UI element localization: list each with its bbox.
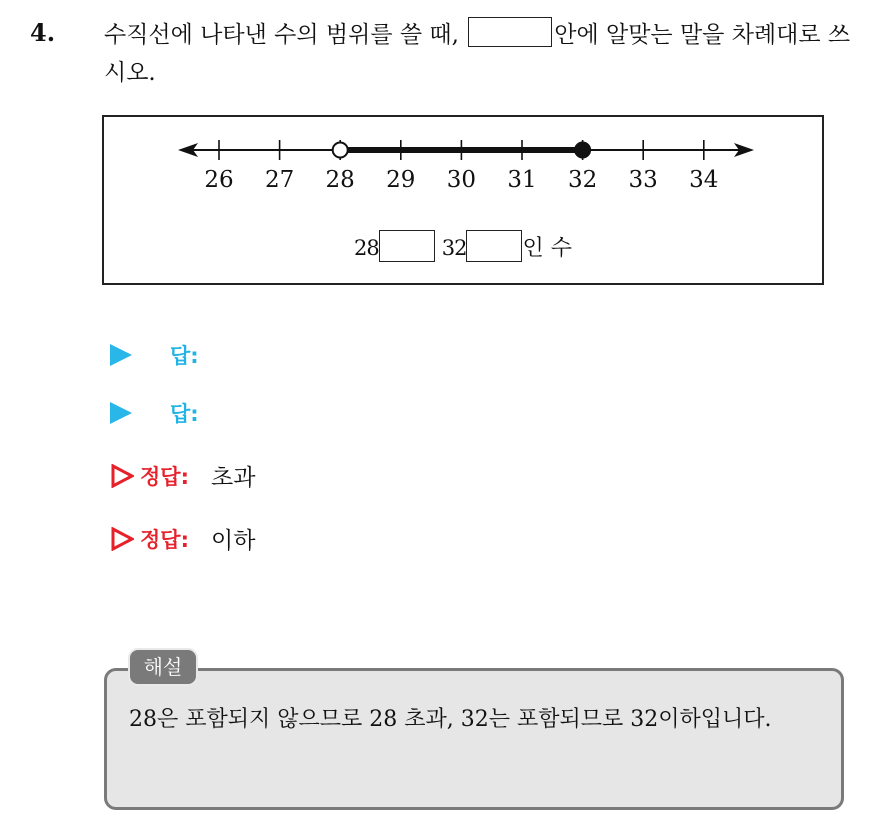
- tick-label-27: 27: [264, 167, 295, 193]
- interval-suffix: 인 수: [522, 236, 572, 261]
- tick-label-31: 31: [507, 167, 537, 193]
- start-point-open-circle: [333, 143, 348, 158]
- explanation-box: [104, 668, 844, 810]
- tick-label-34: 34: [689, 167, 719, 193]
- blank-box-inline: [468, 17, 552, 47]
- correct-answer-label-1: 정답:: [140, 464, 189, 489]
- correct-answer-line-2: [110, 522, 255, 555]
- outline-triangle-icon: [110, 464, 134, 488]
- interval-expression: [104, 230, 822, 267]
- end-point-filled-circle: [575, 143, 590, 158]
- interval-right-number: 32: [441, 236, 467, 260]
- question-text-before: 수직선에 나타낸 수의 범위를 쓸 때,: [104, 22, 459, 48]
- explanation-text: 28은 포함되지 않으므로 28 초과, 32는 포함되므로 32이하입니다.: [129, 707, 772, 732]
- tick-label-28: 28: [325, 167, 355, 193]
- interval-left-number: 28: [354, 236, 379, 260]
- tick-label-33: 33: [628, 167, 658, 193]
- play-triangle-icon: [110, 344, 132, 366]
- answer-label-2: 답:: [170, 402, 199, 426]
- tick-label-29: 29: [386, 167, 416, 193]
- explanation-tab: 해설: [128, 648, 198, 686]
- tick-label-30: 30: [446, 167, 477, 193]
- number-line-figure: [102, 115, 824, 285]
- correct-answer-label-2: 정답:: [140, 527, 189, 552]
- play-triangle-icon: [110, 402, 132, 424]
- answer-line-2: [110, 398, 221, 428]
- answer-label-1: 답:: [170, 344, 199, 368]
- interval-blank-2: [466, 230, 522, 262]
- interval-blank-1: [379, 230, 435, 262]
- correct-answer-value-1: 초과: [210, 465, 256, 491]
- question-text-after: 안에 알맞는 말을 차례대로 쓰시오.: [104, 22, 851, 86]
- outline-triangle-icon: [110, 527, 134, 551]
- tick-label-32: 32: [567, 167, 598, 193]
- correct-answer-line-1: [110, 459, 255, 492]
- correct-answer-value-2: 이하: [210, 528, 256, 554]
- question-text: [104, 16, 864, 92]
- tick-label-26: 26: [204, 167, 234, 193]
- question-number: 4.: [30, 18, 56, 47]
- answer-line-1: [110, 340, 221, 370]
